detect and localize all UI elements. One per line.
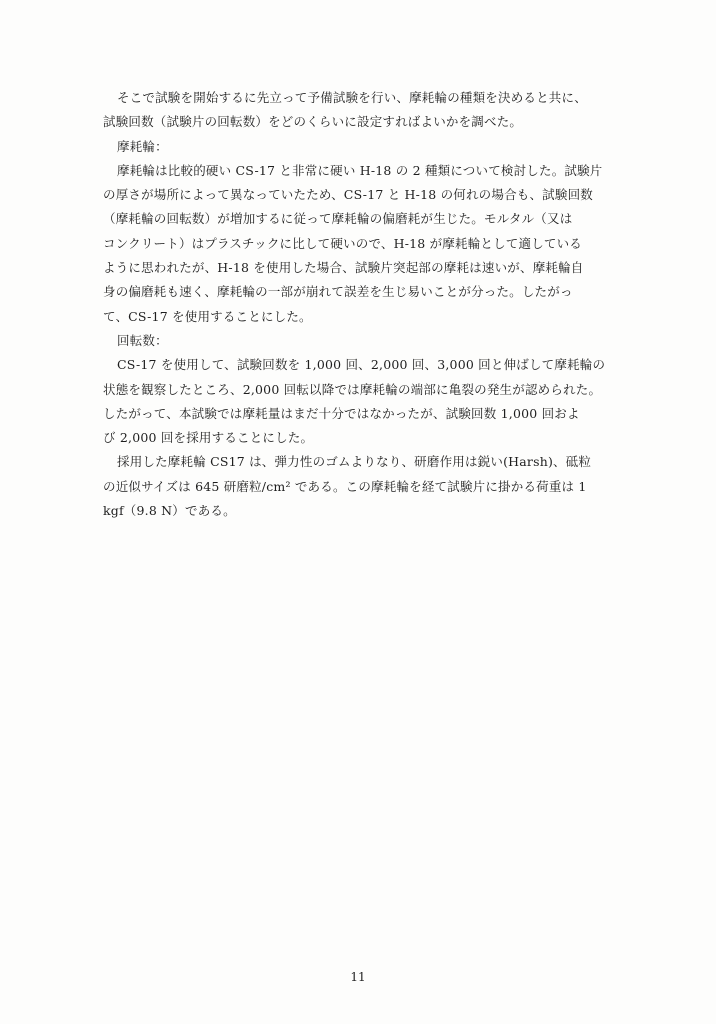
document-body <box>103 86 643 523</box>
section-heading: 摩耗輪： <box>117 138 168 154</box>
text-line: の厚さが場所によって異なっていたため、CS-17 と H-18 の何れの場合も、試験回数 <box>103 187 593 203</box>
text-line: （摩耗輪の回転数）が増加するに従って摩耗輪の偏磨耗が生じた。モルタル（又は <box>103 211 573 227</box>
paragraph-rotation <box>103 353 643 450</box>
text-line: 試験回数（試験片の回転数）をどのくらいに設定すればよいかを調べた。 <box>103 114 523 130</box>
text-line: 身の偏磨耗も速く、摩耗輪の一部が崩れて誤差を生じ易いことが分った。したがっ <box>103 284 573 300</box>
text-line: そこで試験を開始するに先立って予備試験を行い、摩耗輪の種類を決めると共に、 <box>117 90 587 105</box>
text-line: したがって、本試験では摩耗量はまだ十分ではなかったが、試験回数 1,000 回およ <box>103 405 580 421</box>
paragraph-adopted-wheel <box>103 450 643 523</box>
paragraph-intro <box>103 86 643 135</box>
text-line: の近似サイズは 645 研磨粒/cm² である。この摩耗輪を経て試験片に掛かる荷重は 1 <box>103 478 587 494</box>
text-line: ように思われたが、H-18 を使用した場合、試験片突起部の摩耗は速いが、摩耗輪自 <box>103 260 584 276</box>
text-line: 採用した摩耗輪 CS17 は、弾力性のゴムよりなり、研磨作用は鋭い(Harsh)、砥粒 <box>117 454 592 470</box>
section-heading-rotation <box>103 329 643 353</box>
page-number: 11 <box>350 970 366 984</box>
paragraph-wheel <box>103 159 643 329</box>
section-heading-wheel <box>103 135 643 159</box>
text-line: 摩耗輪は比較的硬い CS-17 と非常に硬い H-18 の 2 種類について検討した。試験片 <box>117 162 603 178</box>
text-line: コンクリート）はプラスチックに比して硬いので、H-18 が摩耗輪として適している <box>103 235 583 251</box>
text-line: kgf（9.8 N）である。 <box>103 503 236 519</box>
text-line: び 2,000 回を採用することにした。 <box>103 430 314 446</box>
section-heading: 回転数： <box>117 332 168 348</box>
text-line: 状態を観察したところ、2,000 回転以降では摩耗輪の端部に亀裂の発生が認められた。 <box>103 381 602 397</box>
text-line: て、CS-17 を使用することにした。 <box>103 308 312 324</box>
text-line: CS-17 を使用して、試験回数を 1,000 回、2,000 回、3,000 回と伸ばして摩耗輪の <box>117 357 606 373</box>
